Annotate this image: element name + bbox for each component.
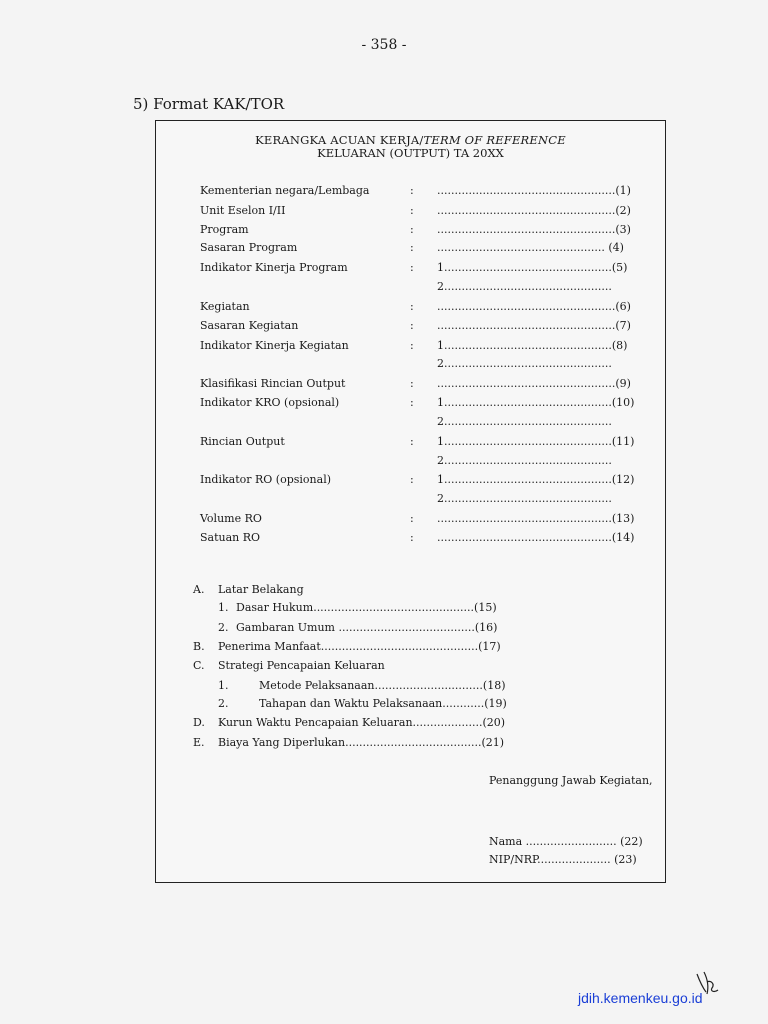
- section-heading: 5) Format KAK/TOR: [133, 95, 285, 113]
- field-value: 1................................................(11): [437, 435, 635, 448]
- field-value: ...................................................(2): [437, 204, 631, 217]
- outline-text: Tahapan dan Waktu Pelaksanaan............(19): [259, 697, 507, 710]
- field-label: Program: [200, 223, 249, 236]
- field-row-11: [0, 435, 768, 449]
- field-colon: :: [410, 204, 414, 217]
- field-row-12-line2: [0, 492, 768, 506]
- signature-name-line: Nama .......................... (22): [489, 835, 643, 848]
- field-value: ...................................................(9): [437, 377, 631, 390]
- form-title: [155, 134, 666, 160]
- field-label: Indikator KRO (opsional): [200, 396, 340, 409]
- signature-id-line: NIP/NRP..................... (23): [489, 853, 637, 866]
- field-row-8-line2: [0, 357, 768, 371]
- field-row-4: [0, 241, 768, 255]
- field-value: ..................................................(14): [437, 531, 635, 544]
- field-value: 1................................................(8): [437, 339, 628, 352]
- outline-marker: B.: [193, 640, 205, 653]
- field-value: 1................................................(10): [437, 396, 635, 409]
- field-row-5: [0, 261, 768, 275]
- field-row-10-line2: [0, 415, 768, 429]
- field-value: ................................................ (4): [437, 241, 624, 254]
- field-value-line2: 2................................................: [437, 492, 612, 505]
- outline-text: Penerima Manfaat.............................................(17): [218, 640, 501, 653]
- outline-text: Dasar Hukum..............................................(15): [236, 601, 497, 614]
- field-value: ...................................................(3): [437, 223, 631, 236]
- outline-marker: 1.: [218, 679, 229, 692]
- outline-text: Kurun Waktu Pencapaian Keluaran....................(20): [218, 716, 506, 729]
- field-row-5-line2: [0, 280, 768, 294]
- field-row-13: [0, 512, 768, 526]
- outline-marker: C.: [193, 659, 205, 672]
- field-value: 1................................................(5): [437, 261, 628, 274]
- outline-marker: A.: [193, 583, 205, 596]
- title-line2: KELUARAN (OUTPUT) TA 20XX: [317, 146, 504, 160]
- page-number: - 358 -: [361, 37, 407, 53]
- field-row-14: [0, 531, 768, 545]
- field-colon: :: [410, 377, 414, 390]
- field-label: Klasifikasi Rincian Output: [200, 377, 346, 390]
- field-row-2: [0, 204, 768, 218]
- field-value: ...................................................(1): [437, 184, 631, 197]
- field-value: ..................................................(13): [437, 512, 635, 525]
- outline-marker: D.: [193, 716, 205, 729]
- field-row-1: [0, 184, 768, 198]
- field-label: Indikator RO (opsional): [200, 473, 332, 486]
- field-colon: :: [410, 435, 414, 448]
- outline-marker: 2.: [218, 697, 229, 710]
- field-label: Indikator Kinerja Kegiatan: [200, 339, 349, 352]
- field-colon: :: [410, 473, 414, 486]
- field-colon: :: [410, 512, 414, 525]
- field-colon: :: [410, 184, 414, 197]
- field-value: 1................................................(12): [437, 473, 635, 486]
- field-row-11-line2: [0, 454, 768, 468]
- field-value: ...................................................(7): [437, 319, 631, 332]
- field-colon: :: [410, 319, 414, 332]
- field-colon: :: [410, 241, 414, 254]
- field-row-7: [0, 319, 768, 333]
- field-colon: :: [410, 531, 414, 544]
- field-colon: :: [410, 339, 414, 352]
- field-label: Kementerian negara/Lembaga: [200, 184, 370, 197]
- field-row-3: [0, 223, 768, 237]
- field-colon: :: [410, 300, 414, 313]
- field-colon: :: [410, 396, 414, 409]
- field-row-9: [0, 377, 768, 391]
- field-label: Volume RO: [200, 512, 262, 525]
- title-line1-italic: TERM OF REFERENCE: [423, 133, 566, 147]
- field-row-12: [0, 473, 768, 487]
- field-value-line2: 2................................................: [437, 454, 612, 467]
- outline-text: Latar Belakang: [218, 583, 304, 596]
- title-line1: KERANGKA ACUAN KERJA/: [255, 133, 424, 147]
- field-label: Sasaran Kegiatan: [200, 319, 299, 332]
- outline-text: Gambaran Umum .......................................(16): [236, 621, 498, 634]
- outline-text: Metode Pelaksanaan...............................(18): [259, 679, 506, 692]
- field-colon: :: [410, 223, 414, 236]
- outline-text: Biaya Yang Diperlukan.......................................(21): [218, 736, 505, 749]
- footer-link[interactable]: jdih.kemenkeu.go.id: [578, 990, 703, 1006]
- field-colon: :: [410, 261, 414, 274]
- field-row-6: [0, 300, 768, 314]
- field-value: ...................................................(6): [437, 300, 631, 313]
- field-label: Kegiatan: [200, 300, 250, 313]
- outline-marker: E.: [193, 736, 205, 749]
- field-label: Indikator Kinerja Program: [200, 261, 348, 274]
- field-value-line2: 2................................................: [437, 415, 612, 428]
- outline-marker: 1.: [218, 601, 229, 614]
- field-row-8: [0, 339, 768, 353]
- field-row-10: [0, 396, 768, 410]
- field-value-line2: 2................................................: [437, 280, 612, 293]
- field-label: Sasaran Program: [200, 241, 298, 254]
- field-label: Unit Eselon I/II: [200, 204, 286, 217]
- field-label: Satuan RO: [200, 531, 261, 544]
- signature-role: Penanggung Jawab Kegiatan,: [489, 774, 653, 787]
- field-value-line2: 2................................................: [437, 357, 612, 370]
- outline-marker: 2.: [218, 621, 229, 634]
- field-label: Rincian Output: [200, 435, 285, 448]
- outline-text: Strategi Pencapaian Keluaran: [218, 659, 385, 672]
